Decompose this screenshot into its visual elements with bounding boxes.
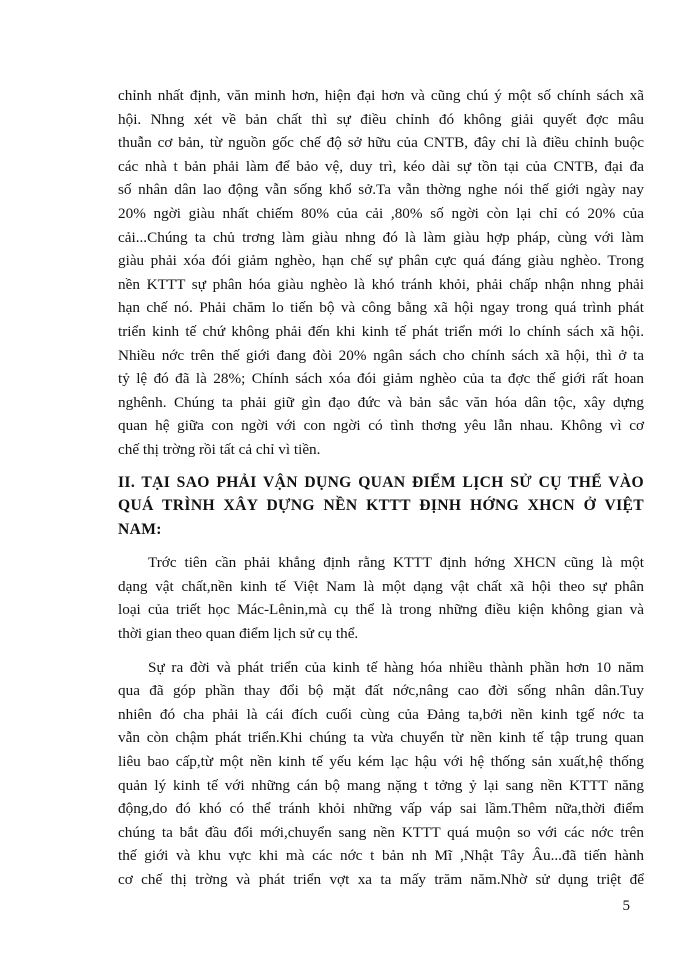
text-line: loại của triết học Mác-Lênin,mà cụ thể là trong những điều kiện không gian và — [118, 601, 644, 619]
heading-line: QUÁ TRÌNH XÂY DỰNG NỀN KTTT ĐỊNH HỚNG XHCN Ở VIỆT — [118, 497, 644, 515]
text-line: cải...Chúng ta chủ trơng làm giàu nhng đó là làm giàu hợp pháp, cùng với làm — [118, 228, 644, 246]
text-line: chỉnh nhất định, văn minh hơn, hiện đại hơn và cũng chú ý một số chính sách xã — [118, 87, 644, 104]
text-line: Sự ra đời và phát triển của kinh tế hàng hóa nhiều thành phần hơn 10 năm — [148, 658, 644, 676]
text-line: quan hệ giữa con ngời với con ngời có tình thơng yêu lẫn nhau. Không vì cơ — [118, 417, 644, 435]
text-line: vẫn còn chậm phát triển.Khi chúng ta vừa chuyển từ nền kinh tế tập trung quan — [118, 729, 644, 747]
text-line: Trớc tiên cần phải khẳng định rằng KTTT định hớng XHCN cũng là một — [148, 554, 644, 572]
heading-line: NAM: — [118, 520, 162, 538]
paragraph-1 — [118, 84, 644, 462]
text-line: liêu bao cấp,từ một nền kinh tế yếu kém lạc hậu với hệ thống sản xuất,hệ thống — [118, 753, 644, 771]
text-line: dạng vật chất,nền kinh tế Việt Nam là một dạng vật chất xã hội theo sự phân — [118, 577, 644, 595]
text-line: động,do đó khó có thể tránh khỏi những vấp váp sai lầm.Thêm nữa,thời điểm — [118, 800, 644, 818]
text-line: chế thị trờng rồi tất cả chỉ vì tiền. — [118, 440, 321, 458]
text-line: Nhiều nớc trên thế giới đang đòi 20% ngân sách cho chính sách xã hội, thì ở ta — [118, 346, 644, 364]
text-line: cơ chế thị trờng và phát triển vợt xa ta mấy trăm năm.Nhờ sử dụng triệt để — [118, 871, 644, 888]
text-line: quản lý kinh tế với những cán bộ mang nặng t tởng ỷ lại sang nền KTTT năng — [118, 776, 644, 794]
text-line: qua đã góp phần thay đổi bộ mặt đất nớc,nâng cao đời sống nhân dân.Tuy — [118, 682, 644, 700]
text-line: triển kinh tế chứ không phải đến khi kinh tế phát triển mới lo chính sách xã hội. — [118, 322, 644, 340]
text-line: nền KTTT sự phân hóa giàu nghèo là khó tránh khỏi, phải chấp nhận nhng phải — [118, 275, 644, 293]
text-line: thời gian theo quan điểm lịch sử cụ thể. — [118, 625, 359, 643]
heading-line: II. TẠI SAO PHẢI VẬN DỤNG QUAN ĐIỂM LỊCH SỬ CỤ THỂ VÀO — [118, 473, 644, 491]
text-line: nhiên đó cha phải là cái đích cuối cùng của Đảng ta,bởi nền kinh tgế nớc ta — [118, 705, 644, 723]
paragraph-2 — [118, 551, 644, 645]
text-line: 20% ngời giàu nhất chiếm 80% của cải ,80% số ngời còn lại chỉ có 20% của — [118, 204, 644, 222]
text-line: thế giới và khu vực khi mà các nớc t bản nh Mĩ ,Nhật Tây Âu...đã tiến hành — [118, 847, 644, 865]
text-line: thuẫn cơ bản, từ nguồn gốc chế độ sở hữu của CNTB, đây chỉ là điều chỉnh buộc — [118, 134, 644, 152]
page-number: 5 — [622, 898, 630, 914]
section-heading — [118, 471, 644, 542]
text-line: chúng ta bắt đầu đổi mới,chuyển sang nền KTTT quá muộn so với các nớc trên — [118, 823, 644, 841]
text-line: hội. Nhng xét về bản chất thì sự điều chỉnh đó không giải quyết đợc mâu — [118, 110, 644, 128]
text-line: nghênh. Chúng ta phải giữ gìn đạo đức và bản sắc văn hóa dân tộc, xây dựng — [118, 393, 644, 411]
document-body — [118, 84, 644, 892]
text-line: hạn chế nó. Phải chăm lo tiến bộ và công bằng xã hội ngay trong quá trình phát — [118, 299, 644, 317]
text-line: các nhà t bản phải làm để bảo vệ, duy trì, kéo dài sự tồn tại của CNTB, đại đa — [118, 157, 644, 175]
text-line: số nhân dân lao động vẫn sống khổ sở.Ta vẫn thờng nghe nói thế giới ngày nay — [118, 181, 644, 199]
paragraph-3 — [118, 656, 644, 892]
text-line: giàu phải xóa đói giảm nghèo, hạn chế sự phân cực quá đáng giàu nghèo. Trong — [118, 252, 644, 270]
text-line: tỷ lệ đó đã là 28%; Chính sách xóa đói giảm nghèo của ta đợc thế giới rất hoan — [118, 370, 644, 388]
